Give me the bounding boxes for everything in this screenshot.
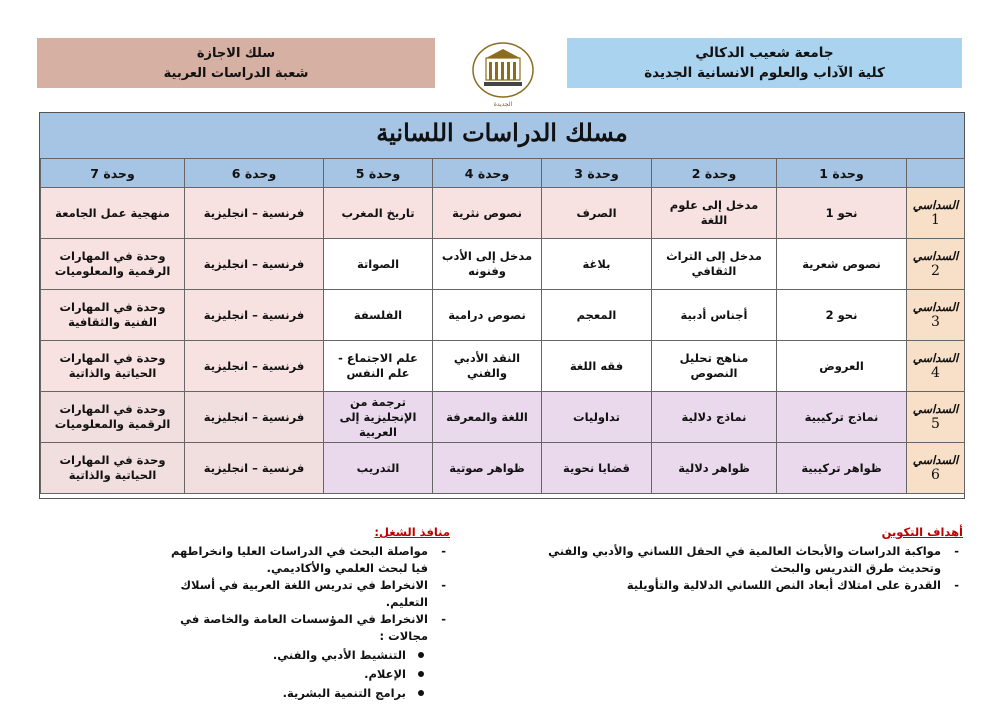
table-cell: فرنسية – انجليزية [185,239,324,290]
table-cell: ترجمة من الإنجليزية إلى العربية [324,392,433,443]
column-header: وحدة 4 [433,159,542,188]
column-header: وحدة 6 [185,159,324,188]
semester-cell: السداسي 2 [907,239,965,290]
semester-cell: السداسي 5 [907,392,965,443]
column-header: وحدة 3 [542,159,652,188]
table-cell: ظواهر دلالية [652,443,777,494]
column-header: وحدة 1 [777,159,907,188]
bullet-icon [418,652,424,658]
table-cell: ظواهر تركيبية [777,443,907,494]
bullet-icon [418,690,424,696]
table-cell: التدريب [324,443,433,494]
column-header: وحدة 2 [652,159,777,188]
table-row [41,341,965,392]
table-cell: فقه اللغة [542,341,652,392]
header-corner [907,159,965,188]
list-item: - الانخراط في تدريس اللغة العربية في أسلاك التعليم. [180,578,446,609]
program-name: سلك الاجازة [196,46,276,61]
list-item: - مواكبة الدراسات والأبحاث العالمية في الحقل اللساني والأدبي والفني وتحديث طرق التدريس والبحث [548,544,959,575]
semester-cell: السداسي 1 [907,188,965,239]
table-cell: نحو 2 [777,290,907,341]
faculty-name: كلية الآداب والعلوم الانسانية الجديدة [644,65,885,81]
semester-cell: السداسي 4 [907,341,965,392]
table-row [41,239,965,290]
table-cell: علم الاجتماع - علم النفس [324,341,433,392]
table-cell: وحدة في المهارات الفنية والثقافية [41,290,185,341]
jobs-title: منافذ الشغل: [374,525,450,539]
table-cell: أجناس أدبية [652,290,777,341]
table-cell: فرنسية – انجليزية [185,188,324,239]
training-goals [545,524,963,594]
table-cell: نصوص نثرية [433,188,542,239]
table-cell: الصواتة [324,239,433,290]
university-header [567,38,962,88]
sub-list-item: التنشيط الأدبي والفني. [160,647,450,664]
list-item: - الانخراط في المؤسسات العامة والخاصة في مجالات : [180,612,446,643]
curriculum-table [39,112,965,499]
table-cell: نصوص درامية [433,290,542,341]
table-cell: نحو 1 [777,188,907,239]
table-cell: فرنسية – انجليزية [185,290,324,341]
table-header-row [41,159,965,188]
table-row [41,443,965,494]
table-cell: الصرف [542,188,652,239]
table-cell: مناهج تحليل النصوص [652,341,777,392]
table-cell: مدخل إلى التراث الثقافي [652,239,777,290]
table-cell: العروض [777,341,907,392]
table-cell: الفلسفة [324,290,433,341]
table-cell: نماذج دلالية [652,392,777,443]
table-cell: فرنسية – انجليزية [185,341,324,392]
modules-grid [40,158,965,494]
table-cell: وحدة في المهارات الحياتية والذاتية [41,341,185,392]
sub-list-item: الإعلام. [160,666,450,683]
table-cell: وحدة في المهارات الرقمية والمعلوميات [41,392,185,443]
column-header: وحدة 7 [41,159,185,188]
bullet-icon [418,671,424,677]
table-cell: فرنسية – انجليزية [185,392,324,443]
university-logo-icon [470,40,536,100]
table-cell: تاريخ المغرب [324,188,433,239]
table-row [41,392,965,443]
table-cell: مدخل إلى علوم اللغة [652,188,777,239]
university-name: جامعة شعيب الدكالي [695,45,834,61]
department-name: شعبة الدراسات العربية [163,66,309,81]
goals-title: أهداف التكوين [881,525,963,539]
table-cell: نماذج تركيبية [777,392,907,443]
table-cell: مدخل إلى الأدب وفنونه [433,239,542,290]
list-item: - القدرة على امتلاك أبعاد النص اللساني الدلالية والتأويلية [626,578,959,592]
table-title: مسلك الدراسات اللسانية [376,118,628,147]
table-cell: وحدة في المهارات الحياتية والذاتية [41,443,185,494]
table-title-bar [40,113,964,159]
table-cell: ظواهر صوتية [433,443,542,494]
table-cell: النقد الأدبي والفني [433,341,542,392]
table-row [41,290,965,341]
table-cell: اللغة والمعرفة [433,392,542,443]
table-cell: المعجم [542,290,652,341]
logo-caption: الجديدة [493,101,513,108]
semester-cell: السداسي 6 [907,443,965,494]
table-cell: قضايا نحوية [542,443,652,494]
program-header [37,38,435,88]
table-cell: بلاغة [542,239,652,290]
job-outlets [160,524,450,702]
list-item: - مواصلة البحث في الدراسات العليا وانخراطهم فيا لبحث العلمي والأكاديمي. [171,544,446,575]
table-cell: نصوص شعرية [777,239,907,290]
table-cell: فرنسية – انجليزية [185,443,324,494]
table-cell: وحدة في المهارات الرقمية والمعلوميات [41,239,185,290]
sub-list-item: برامج التنمية البشرية. [160,685,450,702]
table-cell: تداوليات [542,392,652,443]
semester-cell: السداسي 3 [907,290,965,341]
table-row [41,188,965,239]
table-cell: منهجية عمل الجامعة [41,188,185,239]
column-header: وحدة 5 [324,159,433,188]
